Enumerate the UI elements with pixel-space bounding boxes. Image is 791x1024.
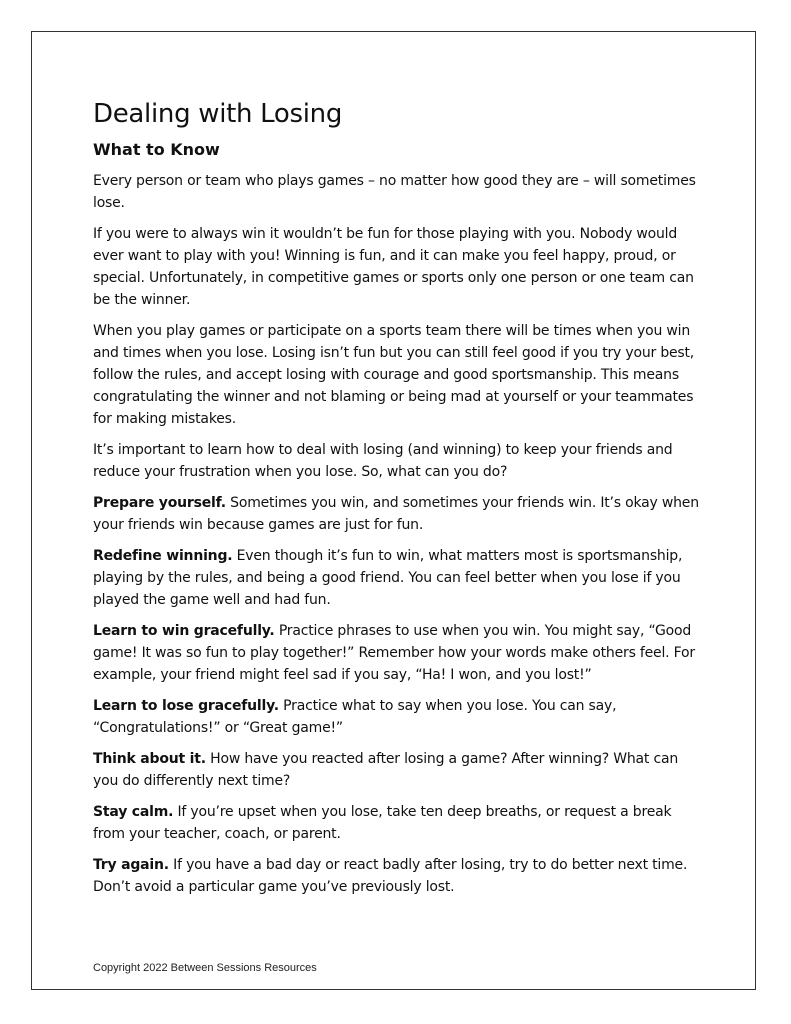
paragraph-3: [93, 320, 705, 430]
paragraph-text: If you were to always win it wouldn’t be fun for those playing with you. Nobody would ever want to play with you! Winning is fun, and it can make you feel happy, proud, or special. Unfortunately, in competitive games or sports only one person or one team can be the winner.: [93, 226, 694, 308]
tip-text: How have you reacted after losing a game? After winning? What can you do differently next time?: [93, 751, 679, 789]
tip-lead: Think about it.: [93, 751, 206, 767]
tip-lead: Prepare yourself.: [93, 495, 226, 511]
document-body: [93, 94, 705, 898]
tip-lead: Stay calm.: [93, 804, 174, 820]
paragraph-1: [93, 170, 705, 214]
page-title: Dealing with Losing: [93, 99, 343, 129]
tip-lead: Try again.: [93, 857, 169, 873]
tip-text: If you have a bad day or react badly after losing, try to do better next time. Don’t avoid a particular game you’ve previously lost.: [93, 857, 688, 895]
copyright-footer: Copyright 2022 Between Sessions Resources: [93, 962, 317, 974]
tip-stay-calm: [93, 801, 705, 845]
tip-text: Practice phrases to use when you win. You might say, “Good game! It was so fun to play together!” Remember how your words make others feel. For example, your friend might feel sad if you say, “Ha! I won, and you lost!”: [93, 623, 695, 683]
tip-win-gracefully: [93, 620, 705, 686]
tip-think-about-it: [93, 748, 705, 792]
tip-redefine-winning: [93, 545, 705, 611]
paragraph-2: [93, 223, 705, 311]
tip-lead: Learn to lose gracefully.: [93, 698, 279, 714]
tip-lose-gracefully: [93, 695, 705, 739]
tip-lead: Redefine winning.: [93, 548, 233, 564]
tip-prepare-yourself: [93, 492, 705, 536]
tip-try-again: [93, 854, 705, 898]
tip-text: Practice what to say when you lose. You can say, “Congratulations!” or “Great game!”: [93, 698, 617, 736]
tip-text: Sometimes you win, and sometimes your friends win. It’s okay when your friends win because games are just for fun.: [93, 495, 699, 533]
paragraph-text: When you play games or participate on a sports team there will be times when you win and times when you lose. Losing isn’t fun but you can still feel good if you try your best, follow the rules, and accept losing with courage and good sportsmanship. This means congratulating the winner and not blaming or being mad at yourself or your teammates for making mistakes.: [93, 323, 695, 427]
tip-text: If you’re upset when you lose, take ten deep breaths, or request a break from your teacher, coach, or parent.: [93, 804, 672, 842]
section-heading: What to Know: [93, 140, 220, 159]
tip-lead: Learn to win gracefully.: [93, 623, 275, 639]
paragraph-text: Every person or team who plays games – no matter how good they are – will sometimes lose.: [93, 173, 696, 211]
paragraph-text: It’s important to learn how to deal with losing (and winning) to keep your friends and reduce your frustration when you lose. So, what can you do?: [93, 442, 673, 480]
tip-text: Even though it’s fun to win, what matters most is sportsmanship, playing by the rules, and being a good friend. You can feel better when you lose if you played the game well and had fun.: [93, 548, 683, 608]
paragraph-4: [93, 439, 705, 483]
